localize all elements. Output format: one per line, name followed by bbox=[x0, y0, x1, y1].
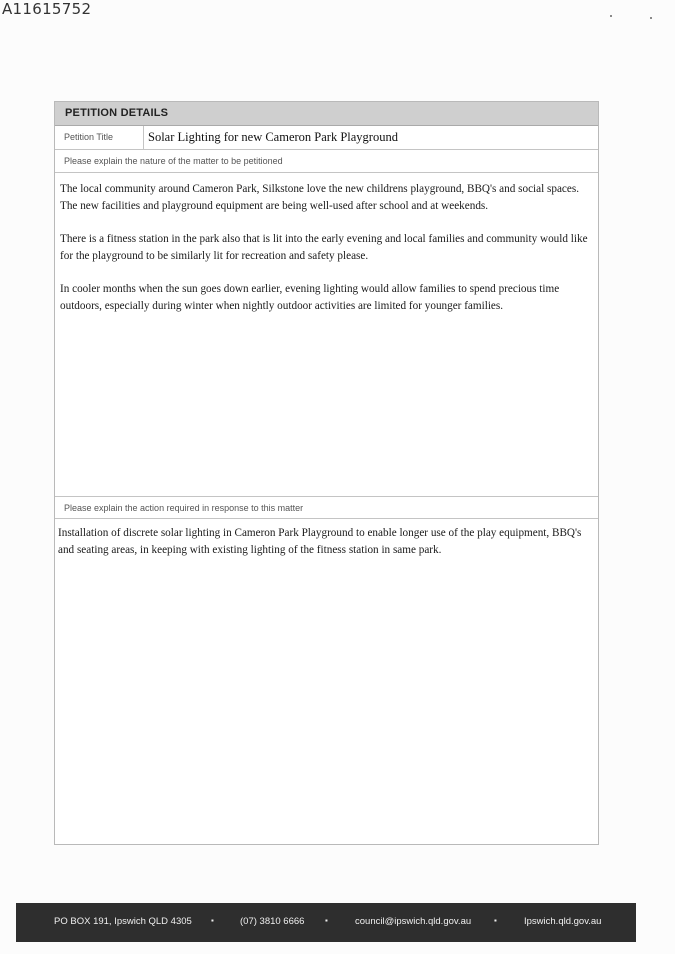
petition-details-form bbox=[54, 101, 599, 845]
petition-title-row bbox=[55, 126, 598, 150]
action-paragraph: Installation of discrete solar lighting in Cameron Park Playground to enable longer use of the play equipment, BBQ's and seating areas, in keeping with existing lighting of the fitness station in same park. bbox=[58, 527, 582, 556]
footer-website: Ipswich.qld.gov.au bbox=[524, 916, 602, 927]
nature-prompt: Please explain the nature of the matter to be petitioned bbox=[64, 156, 283, 166]
action-text bbox=[58, 525, 595, 575]
nature-paragraph: There is a fitness station in the park also that is lit into the early evening and local families and community would like for the playground to be similarly lit for recreation and safety please. bbox=[60, 233, 588, 262]
nature-prompt-row bbox=[55, 150, 598, 173]
action-prompt-row bbox=[55, 496, 598, 519]
petition-title-label-cell bbox=[55, 126, 144, 149]
document-id: A11615752 bbox=[2, 0, 92, 18]
footer-phone: (07) 3810 6666 bbox=[240, 916, 305, 927]
action-prompt: Please explain the action required in response to this matter bbox=[64, 503, 304, 513]
nature-paragraph: The local community around Cameron Park, Silkstone love the new childrens playground, BBQ's and social spaces. The new facilities and playground equipment are being well-used after school and at weekends. bbox=[60, 183, 580, 212]
scan-speck bbox=[610, 15, 612, 17]
footer-separator: ▪ bbox=[211, 916, 214, 925]
petition-title-label: Petition Title bbox=[64, 132, 114, 142]
section-heading: PETITION DETAILS bbox=[65, 107, 169, 119]
footer-email: council@ipswich.qld.gov.au bbox=[355, 916, 472, 927]
footer-separator: ▪ bbox=[494, 916, 497, 925]
nature-paragraph: In cooler months when the sun goes down earlier, evening lighting would allow families to spend precious time outdoors, especially during winter when nightly outdoor activities are limited for younger families. bbox=[60, 283, 560, 312]
footer-bar bbox=[16, 903, 636, 942]
petition-title-value: Solar Lighting for new Cameron Park Playground bbox=[148, 130, 398, 144]
nature-text bbox=[60, 181, 595, 331]
footer-separator: ▪ bbox=[325, 916, 328, 925]
footer-address: PO BOX 191, Ipswich QLD 4305 bbox=[54, 916, 192, 927]
section-header bbox=[55, 102, 598, 126]
scan-speck bbox=[650, 17, 652, 19]
